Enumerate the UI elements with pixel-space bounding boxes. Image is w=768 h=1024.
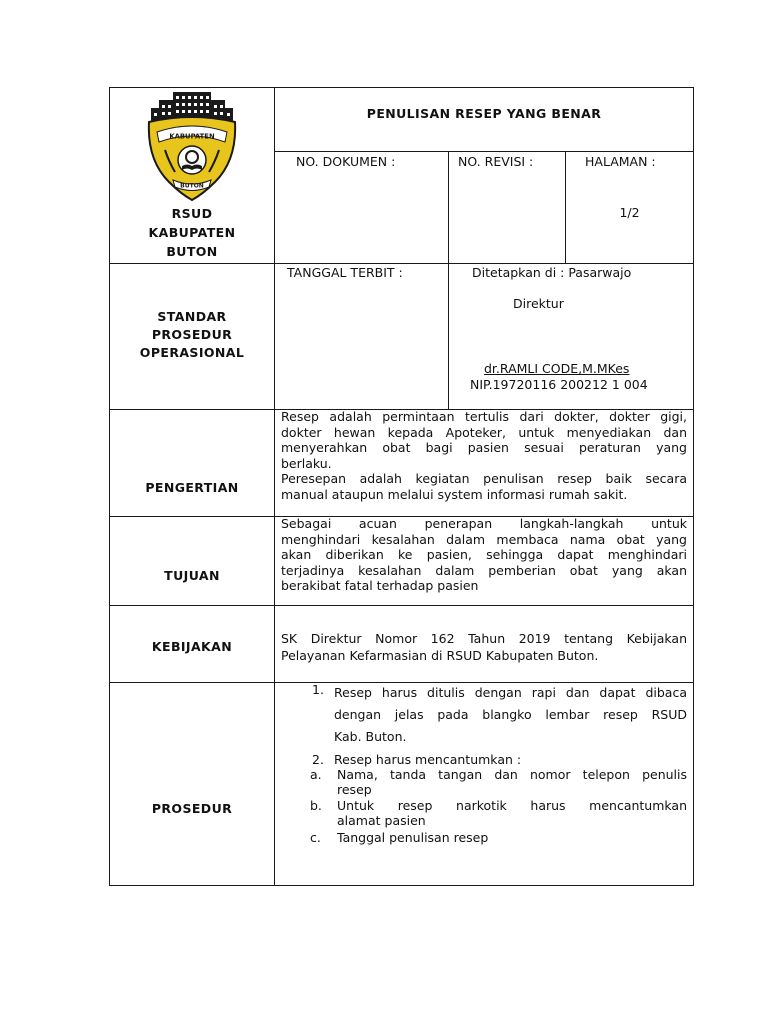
prosedur-item-2-number: 2. bbox=[312, 752, 324, 767]
header-col-divider-1 bbox=[448, 151, 449, 264]
pengertian-line: Resep adalah permintaan tertulis dari dokter, dokter gigi, bbox=[281, 409, 687, 424]
prosedur-item-1-line: dengan jelas pada blangko lembar resep RSUD bbox=[334, 707, 687, 722]
signer-name: dr.RAMLI CODE,M.MKes bbox=[484, 361, 630, 376]
subitem-a-line: resep bbox=[337, 782, 372, 797]
table-border-right bbox=[693, 87, 694, 886]
subitem-c-letter: c. bbox=[310, 830, 321, 845]
table-border-bottom bbox=[109, 885, 694, 886]
no-dokumen-label: NO. DOKUMEN : bbox=[296, 154, 396, 169]
kebijakan-line: Pelayanan Kefarmasian di RSUD Kabupaten Buton. bbox=[281, 648, 599, 663]
subitem-a-text bbox=[337, 767, 687, 797]
prosedur-item-1-number: 1. bbox=[312, 682, 324, 697]
tanggal-terbit-label: TANGGAL TERBIT : bbox=[287, 265, 403, 280]
row-divider-kebijakan bbox=[109, 605, 694, 606]
pengertian-line: dokter hewan kepada Apoteker, untuk menyediakan dan bbox=[281, 424, 687, 440]
ditetapkan-text: Ditetapkan di : Pasarwajo bbox=[472, 265, 632, 280]
pengertian-label: PENGERTIAN bbox=[145, 480, 239, 495]
pengertian-text bbox=[281, 409, 687, 502]
signer-nip: NIP.19720116 200212 1 004 bbox=[470, 377, 648, 392]
subitem-a-letter: a. bbox=[310, 767, 322, 782]
sop-col-divider bbox=[448, 263, 449, 410]
row-divider-sop bbox=[109, 263, 694, 264]
prosedur-label: PROSEDUR bbox=[151, 801, 233, 816]
prosedur-item-1-line: Kab. Buton. bbox=[334, 729, 407, 744]
institution-name-line-3: BUTON bbox=[166, 244, 218, 259]
institution-name-line-2: KABUPATEN bbox=[148, 225, 236, 240]
subitem-b-letter: b. bbox=[310, 798, 322, 813]
prosedur-item-1-text bbox=[334, 682, 687, 748]
tujuan-line: terjadinya kesalahan dalam pemberian obat yang akan bbox=[281, 562, 687, 578]
tujuan-line: akan diberikan ke pasien, sehingga dapat menghindari bbox=[281, 547, 687, 562]
subitem-b-line: Untuk resep narkotik harus mencantumkan bbox=[337, 798, 687, 813]
header-row-divider bbox=[274, 151, 694, 152]
direktur-text: Direktur bbox=[513, 296, 564, 311]
tujuan-line: Sebagai acuan penerapan langkah-langkah untuk bbox=[281, 516, 687, 531]
sop-label-line-2: PROSEDUR bbox=[151, 327, 233, 342]
no-revisi-label: NO. REVISI : bbox=[458, 154, 534, 169]
pengertian-line: Peresepan adalah kegiatan penulisan resep baik secara bbox=[281, 471, 687, 486]
pengertian-line: berlaku. bbox=[281, 455, 332, 471]
subitem-b-line: alamat pasien bbox=[337, 813, 426, 828]
halaman-value: 1/2 bbox=[619, 205, 640, 220]
tujuan-line: berakibat fatal terhadap pasien bbox=[281, 578, 479, 593]
label-column-divider bbox=[274, 87, 275, 886]
kebijakan-line: SK Direktur Nomor 162 Tahun 2019 tentang Kebijakan bbox=[281, 631, 687, 646]
pengertian-line: menyerahkan obat bagi pasien sesuai peraturan yang bbox=[281, 440, 687, 455]
tujuan-text bbox=[281, 516, 687, 594]
table-border-top bbox=[109, 87, 694, 88]
logo-text-bottom: BUTON bbox=[180, 182, 204, 190]
institution-name-line-1: RSUD bbox=[171, 206, 213, 221]
prosedur-item-1-line: Resep harus ditulis dengan rapi dan dapat dibaca bbox=[334, 685, 687, 700]
subitem-c-text: Tanggal penulisan resep bbox=[337, 830, 489, 845]
sop-label-line-1: STANDAR bbox=[157, 309, 227, 324]
sop-label-line-3: OPERASIONAL bbox=[139, 345, 245, 360]
halaman-label: HALAMAN : bbox=[585, 154, 656, 169]
subitem-b-text bbox=[337, 798, 687, 828]
pengertian-line: manual ataupun melalui system informasi rumah sakit. bbox=[281, 486, 628, 502]
kabupaten-buton-emblem bbox=[143, 90, 241, 202]
tujuan-label: TUJUAN bbox=[164, 568, 220, 583]
tujuan-line: menghindari kesalahan dalam membaca nama obat yang bbox=[281, 531, 687, 547]
document-title: PENULISAN RESEP YANG BENAR bbox=[366, 106, 602, 121]
prosedur-item-2-text: Resep harus mencantumkan : bbox=[334, 752, 522, 767]
subitem-a-line: Nama, tanda tangan dan nomor telepon penulis bbox=[337, 767, 687, 782]
logo-text-top: KABUPATEN bbox=[169, 132, 215, 141]
kebijakan-text bbox=[281, 630, 687, 664]
kebijakan-label: KEBIJAKAN bbox=[151, 639, 233, 654]
